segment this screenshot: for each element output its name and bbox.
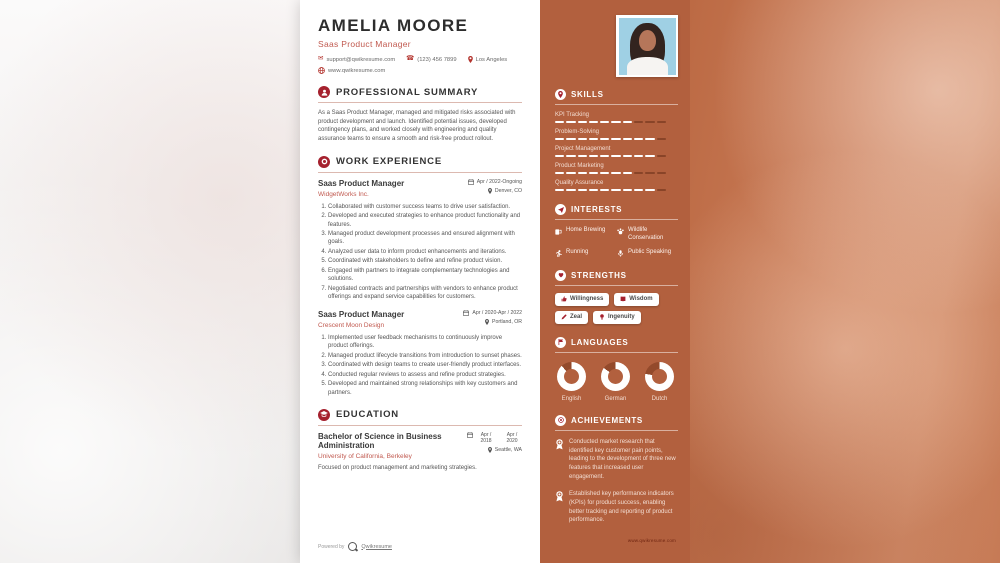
award-badge-icon [555,491,564,525]
person-icon [318,86,330,98]
education-heading: EDUCATION [336,409,399,421]
job-entry-1 [318,179,522,301]
flag-icon [555,337,566,348]
book-icon [620,296,626,302]
paper-plane-icon [555,204,566,215]
achievement-item: Established key performance indicators (KPIs) for product success, enabling better tracking and reporting of product performance. [555,490,678,525]
job-bullet: 7. Negotiated contracts and partnerships with vendors to enhance product offerings and expand service capabilities for customers. [328,285,522,301]
job-company: Crescent Moon Design [318,321,385,329]
location-pin-icon [468,56,473,63]
candidate-title: Saas Product Manager [318,39,411,49]
skills-heading: SKILLS [571,90,604,99]
interest-running: Running [555,249,612,257]
resume-page [300,0,540,563]
pin-dart-icon [555,89,566,100]
job-dates: Apr / 2020-Apr / 2022 [463,310,522,316]
language-gauge [601,362,630,391]
education-date-to: Apr / 2020 [506,431,518,444]
photo-shirt [627,57,668,75]
job-bullet: 2. Developed and executed strategies to enhance product functionality and features. [328,212,522,228]
language-german: German [601,362,630,402]
profile-photo [616,15,678,77]
skill-item: Project Management [555,146,678,157]
skill-item: Quality Assurance [555,180,678,191]
job-title: Saas Product Manager [318,178,405,188]
contact-email: ✉ support@qwikresume.com [318,55,396,63]
skills-list [555,112,678,191]
interest-home-brewing: Home Brewing [555,227,612,242]
powered-by-footer [318,542,392,551]
education-location: Seattle, WA [467,447,522,453]
summary-text: As a Saas Product Manager, managed and mitigated risks associated with product development and launch. Identified potential issues, developed contingency plans, and worked closely with engineering and quality assurance teams to ensure a smooth and risk-free product rollout. [318,110,516,143]
language-dutch: Dutch [645,362,674,402]
section-strengths [555,270,678,324]
strength-chip-wisdom: Wisdom [614,293,658,306]
globe-icon [318,67,325,74]
job-bullet: 5. Developed and maintained strong relationships with key customers and partners. [328,380,522,396]
graduation-cap-icon [318,409,330,421]
job-location: Portland, OR [463,319,522,325]
skill-level-bar [555,121,678,124]
qwikresume-link[interactable]: Qwikresume [361,543,392,550]
job-bullet: 4. Conducted regular reviews to assess and refine product strategies. [328,371,522,379]
job-bullet: 1. Collaborated with customer success teams to drive user satisfaction. [328,203,522,211]
resume-sidebar [540,0,690,563]
section-work-experience [318,156,522,397]
languages-heading: LANGUAGES [571,337,629,347]
beer-mug-icon [555,228,562,235]
job-dates: Apr / 2022-Ongoing [468,179,522,185]
achievement-item: Conducted market research that identified key customer pain points, leading to the development of three new features that increased user engagement. [555,438,678,481]
job-company: WidgetWorks Inc. [318,190,369,198]
runner-icon [555,250,562,257]
job-bullet: 3. Managed product development processes and ensured alignment with goals. [328,230,522,246]
envelope-icon: ✉ [318,55,324,63]
ring-icon [318,156,330,168]
language-english: English [557,362,586,402]
job-bullet: 5. Coordinated with stakeholders to define and refine product vision. [328,257,522,265]
strength-chip-zeal: Zeal [555,311,588,324]
job-bullet: 2. Managed product lifecycle transitions from introduction to sunset phases. [328,352,522,360]
job-title: Saas Product Manager [318,309,405,319]
education-date-from: Apr / 2018 [480,431,492,444]
section-interests [555,204,678,257]
education-dates [467,432,522,445]
calendar-icon [467,432,473,438]
summary-heading: PROFESSIONAL SUMMARY [336,86,479,98]
interest-wildlife-conservation: Wildlife Conservation [617,227,678,242]
contact-website: www.qwikresume.com [318,67,385,74]
work-heading: WORK EXPERIENCE [336,156,442,168]
strength-chip-willingness: Willingness [555,293,609,306]
location-pin-icon [485,319,489,325]
background-blur-right [690,0,1000,563]
achievements-list [555,438,678,525]
strengths-heading: STRENGTHS [571,270,627,280]
language-gauge [557,362,586,391]
job-bullet-list [318,334,522,397]
strength-chip-ingenuity: Ingenuity [593,311,641,324]
award-badge-icon [555,439,564,481]
pen-icon [561,314,567,320]
school: University of California, Berkeley [318,453,412,461]
job-bullet-list [318,203,522,301]
skill-level-bar [555,155,678,158]
skill-level-bar [555,172,678,175]
paw-icon [617,228,624,235]
job-location: Denver, CO [468,188,522,194]
skill-item: KPI Tracking [555,112,678,123]
target-icon [555,415,566,426]
calendar-icon [468,179,474,185]
degree: Bachelor of Science in Business Administration [318,431,442,451]
skill-level-bar [555,138,678,141]
microphone-icon [617,250,624,257]
thumbs-up-icon [561,296,567,302]
education-entry [318,432,522,473]
contact-phone: ☎ (123) 456 7899 [406,55,457,63]
qwikresume-logo-icon [348,542,357,551]
section-skills [555,89,678,191]
photo-face [639,30,656,51]
powered-by-label: Powered by [318,543,345,550]
location-pin-icon [488,447,492,453]
section-languages [555,337,678,402]
job-bullet: 3. Coordinated with design teams to create user-friendly product interfaces. [328,361,522,369]
section-professional-summary [318,86,522,144]
location-pin-icon [488,188,492,194]
candidate-name: AMELIA MOORE [318,16,469,35]
background-blur-left [0,0,300,563]
contact-location: Los Angeles [468,56,508,63]
education-description: Focused on product management and marketing strategies. [318,465,477,472]
skill-item: Product Marketing [555,163,678,174]
skill-item: Problem-Solving [555,129,678,140]
lightbulb-icon [599,314,605,320]
job-bullet: 4. Analyzed user data to inform product enhancements and iterations. [328,248,522,256]
skill-level-bar [555,189,678,192]
job-entry-2 [318,310,522,397]
language-gauge [645,362,674,391]
phone-icon: ☎ [406,55,415,63]
contact-block [318,56,522,74]
interest-public-speaking: Public Speaking [617,249,678,257]
interests-heading: INTERESTS [571,205,623,215]
achievements-heading: ACHIEVEMENTS [571,415,643,425]
job-bullet: 1. Implemented user feedback mechanisms to continuously improve product offerings. [328,334,522,350]
job-bullet: 6. Engaged with partners to integrate complementary technologies and solutions. [328,267,522,283]
heart-icon [555,270,566,281]
calendar-icon [463,310,469,316]
section-achievements [555,415,678,525]
sidebar-watermark-url: www.qwikresume.com [627,538,676,543]
section-education [318,409,522,473]
